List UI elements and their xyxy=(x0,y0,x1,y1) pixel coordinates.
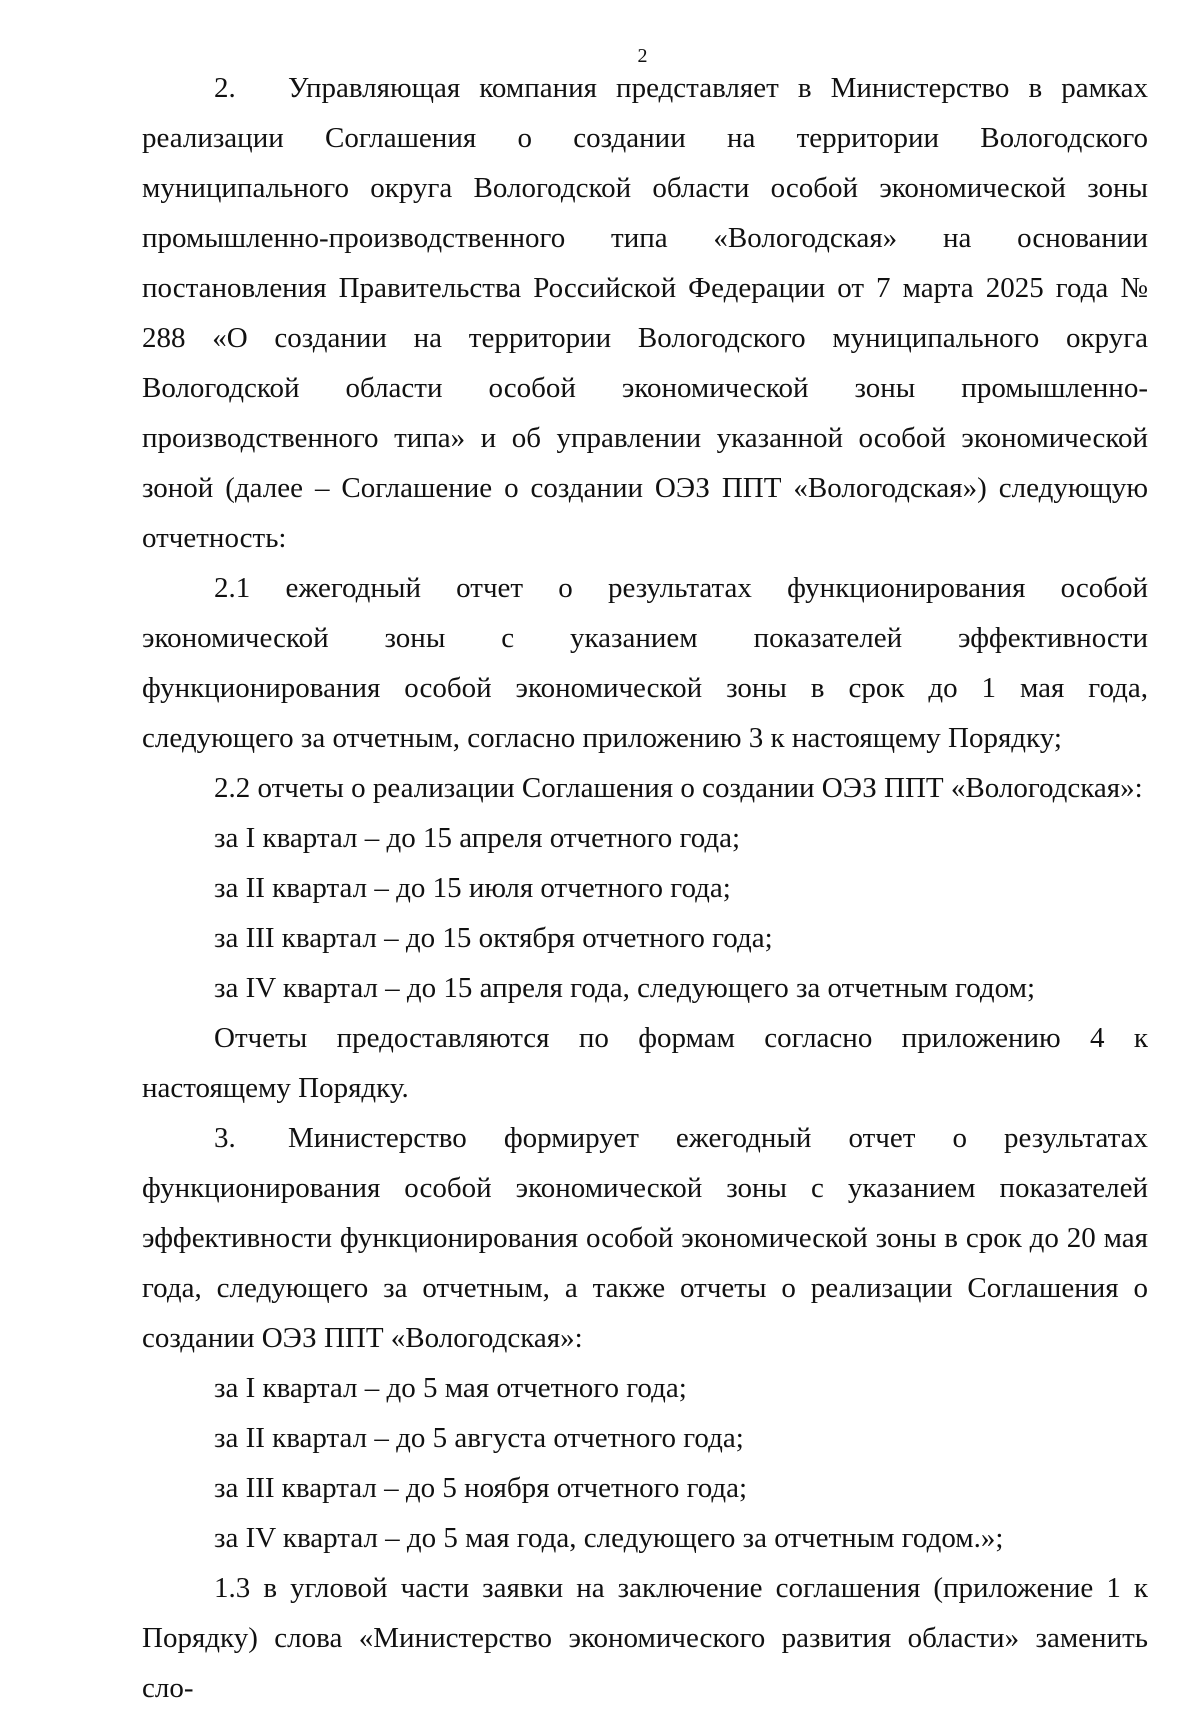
ministry-deadline-q2: за II квартал – до 5 августа отчетного года; xyxy=(214,1422,744,1454)
ministry-deadline-q3: за III квартал – до 5 ноября отчетного года; xyxy=(214,1472,748,1504)
ministry-deadline-q1: за I квартал – до 5 мая отчетного года; xyxy=(214,1372,687,1404)
deadline-q4: за IV квартал – до 15 апреля года, следующего за отчетным годом; xyxy=(214,972,1036,1004)
deadline-q3: за III квартал – до 15 октября отчетного года; xyxy=(214,922,773,954)
page-number: 2 xyxy=(637,45,648,67)
paragraph-forms-note: Отчеты предоставляются по формам согласно приложению 4 к настоящему Порядку. xyxy=(142,1022,1148,1104)
paragraph-item-2-1: 2.1 ежегодный отчет о результатах функционирования особой экономической зоны с указанием показателей эффективности функционирования особой экономической зоны в срок до 1 мая года, следующего за отчетным, согласно приложению 3 к настоящему Порядку; xyxy=(142,572,1148,754)
paragraph-text: Министерство формирует ежегодный отчет о результатах функционирования особой экономической зоны с указанием показателей эффективности функционирования особой экономической зоны в срок до 20 мая года, следующего за отчетным, а также отчеты о реализации Соглашения о создании ОЭЗ ППТ «Вологодская»: xyxy=(142,1122,1148,1354)
deadline-q1: за I квартал – до 15 апреля отчетного года; xyxy=(214,822,741,854)
deadline-q2: за II квартал – до 15 июля отчетного года; xyxy=(214,872,731,904)
paragraph-text: Управляющая компания представляет в Министерство в рамках реализации Соглашения о создании на территории Вологодского муниципального округа Вологодской области особой экономической зоны промышленно-производственного типа «Вологодская» на основании постановления Правительства Российской Федерации от 7 марта 2025 года № 288 «О создании на территории Вологодского муниципального округа Вологодской области особой экономической зоны промышленно-производственного типа» и об управлении указанной особой экономической зоной (далее – Соглашение о создании ОЭЗ ППТ «Вологодская») следующую отчетность: xyxy=(142,72,1148,554)
item-number: 2. xyxy=(214,72,236,104)
document-body xyxy=(142,63,1148,1713)
paragraph-item-3 xyxy=(142,1113,1148,1363)
paragraph-item-1-3: 1.3 в угловой части заявки на заключение соглашения (приложение 1 к Порядку) слова «Министерство экономического развития области» заменить сло- xyxy=(142,1572,1148,1704)
paragraph-item-2 xyxy=(142,63,1148,563)
item-number: 3. xyxy=(214,1122,236,1154)
ministry-deadline-q4: за IV квартал – до 5 мая года, следующего за отчетным годом.»; xyxy=(214,1522,1004,1554)
paragraph-item-2-2: 2.2 отчеты о реализации Соглашения о создании ОЭЗ ППТ «Вологодская»: xyxy=(214,772,1143,804)
